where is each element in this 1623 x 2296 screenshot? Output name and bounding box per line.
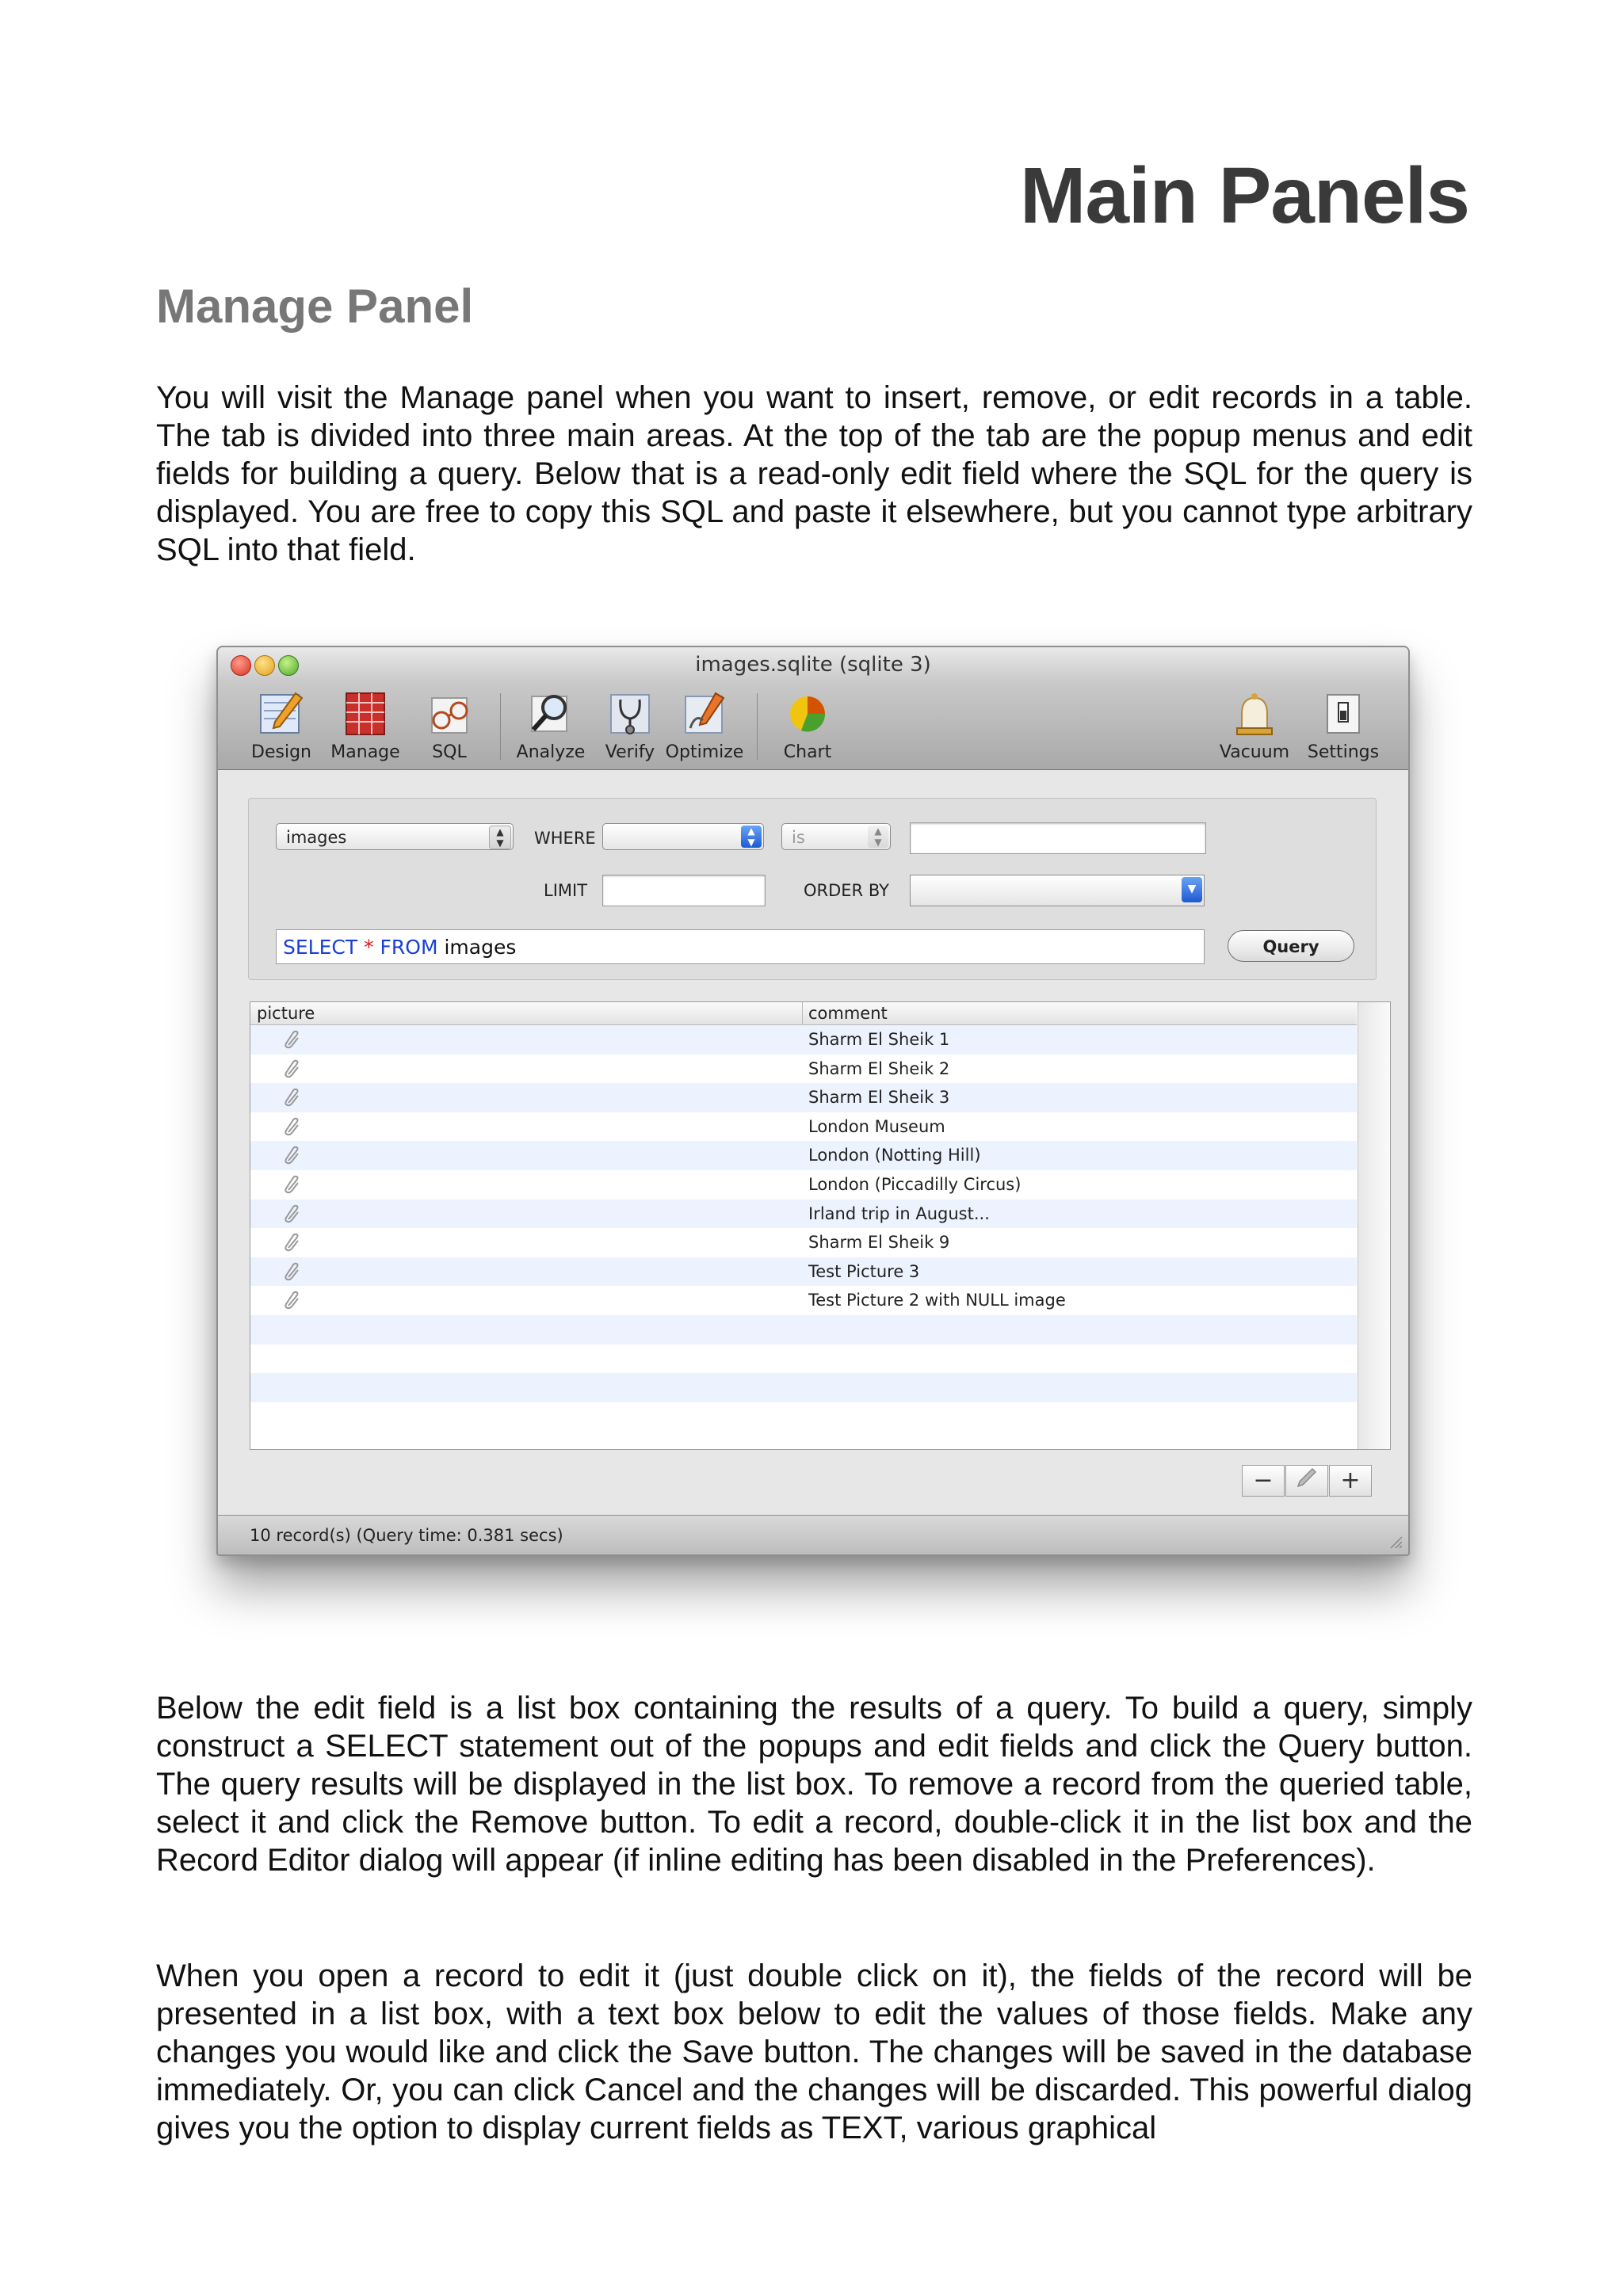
- intro-paragraph: You will visit the Manage panel when you want to insert, remove, or edit records in a table. The tab is divided into three main areas. At the top of the tab are the popup menus and edit fields for building a query. Below that is a read-only edit field where the SQL for the query is displayed. You are free to copy this SQL and paste it elsewhere, but you cannot type arbitrary SQL into that field.: [156, 380, 1472, 567]
- toolbar-chart-button[interactable]: [768, 687, 847, 762]
- toolbar-verify-button[interactable]: [590, 687, 670, 762]
- toolbar-separator: [500, 693, 501, 760]
- switch-icon: [1318, 690, 1369, 738]
- app-window: [216, 646, 1410, 1556]
- sql-keyword-from: FROM: [380, 936, 438, 959]
- paperclip-icon: [282, 1290, 303, 1310]
- record-editor-paragraph: When you open a record to edit it (just double click on it), the fields of the record will be presented in a list box, with a text box below to edit the values of those fields. Make any changes you would like and click the Save button. The changes will be saved in the database immediately. Or, you can click Cancel and the changes will be discarded. This powerful dialog gives you the option to display current fields as TEXT, various graphical: [156, 1958, 1472, 2145]
- table-row[interactable]: [250, 1025, 1357, 1055]
- empty-row: [250, 1315, 1357, 1344]
- sql-keyword-select: SELECT: [283, 936, 358, 959]
- paperclip-icon: [282, 1087, 303, 1108]
- settings-label: Settings: [1307, 742, 1380, 762]
- where-value-input[interactable]: [910, 822, 1206, 854]
- paperclip-icon: [282, 1058, 303, 1079]
- comment-cell: Sharm El Sheik 9: [808, 1233, 950, 1253]
- stethoscope-icon: [605, 690, 655, 738]
- status-bar: [218, 1515, 1408, 1554]
- resize-grip-icon[interactable]: [1388, 1534, 1403, 1550]
- magnifier-icon: [525, 690, 576, 738]
- query-button[interactable]: Query: [1228, 930, 1354, 962]
- minimize-window-button[interactable]: [254, 655, 275, 676]
- query-builder: [248, 798, 1377, 980]
- comment-cell: Sharm El Sheik 1: [808, 1030, 950, 1049]
- page-title: Main Panels: [1020, 151, 1469, 240]
- sql-display-field[interactable]: [276, 929, 1205, 964]
- toolbar: [218, 682, 1408, 770]
- table-select[interactable]: [276, 823, 514, 850]
- toolbar-manage-button[interactable]: [326, 687, 405, 762]
- section-title: Manage Panel: [156, 280, 474, 333]
- results-table: [250, 1001, 1391, 1450]
- where-label: WHERE: [534, 829, 596, 848]
- table-rows: [250, 1025, 1357, 1431]
- paperclip-icon: [282, 1174, 303, 1195]
- analyze-label: Analyze: [516, 742, 586, 762]
- title-bar: [218, 647, 1408, 682]
- design-icon: [256, 690, 307, 738]
- comment-cell: Test Picture 3: [808, 1261, 920, 1281]
- table-row[interactable]: [250, 1257, 1357, 1287]
- table-select-value: images: [286, 828, 347, 847]
- toolbar-settings-button[interactable]: [1304, 687, 1383, 762]
- order-by-label: ORDER BY: [804, 881, 889, 900]
- bell-jar-icon: [1229, 690, 1280, 738]
- toolbar-vacuum-button[interactable]: [1215, 687, 1294, 762]
- window-title: images.sqlite (sqlite 3): [695, 653, 931, 677]
- comment-cell: London (Notting Hill): [808, 1146, 981, 1165]
- operator-select[interactable]: [781, 823, 891, 850]
- empty-row: [250, 1402, 1357, 1432]
- where-field-select[interactable]: [602, 823, 764, 850]
- toolbar-optimize-button[interactable]: [665, 687, 744, 762]
- table-row[interactable]: [250, 1199, 1357, 1229]
- edit-record-button[interactable]: [1285, 1465, 1328, 1497]
- paperclip-icon: [282, 1145, 303, 1165]
- chevron-up-down-icon: ▲ ▼: [868, 826, 888, 848]
- limit-label: LIMIT: [544, 881, 588, 900]
- comment-cell: London Museum: [808, 1116, 945, 1136]
- toolbar-analyze-button[interactable]: [511, 687, 590, 762]
- vertical-scrollbar[interactable]: [1358, 1002, 1390, 1449]
- column-header-comment[interactable]: comment: [808, 1004, 888, 1023]
- empty-row: [250, 1344, 1357, 1374]
- chevron-up-down-icon: ▲ ▼: [489, 826, 511, 849]
- table-header: [250, 1002, 1357, 1025]
- toolbar-separator: [757, 693, 758, 760]
- zoom-window-button[interactable]: [278, 655, 299, 676]
- table-row[interactable]: [250, 1228, 1357, 1257]
- manage-icon: [340, 690, 391, 738]
- paperclip-icon: [282, 1029, 303, 1050]
- optimize-icon: [679, 690, 730, 738]
- comment-cell: Sharm El Sheik 3: [808, 1088, 950, 1108]
- glasses-icon: [424, 690, 475, 738]
- pencil-icon: [1295, 1466, 1319, 1489]
- chart-label: Chart: [783, 742, 832, 762]
- paperclip-icon: [282, 1232, 303, 1253]
- table-row[interactable]: [250, 1286, 1357, 1315]
- table-row[interactable]: [250, 1170, 1357, 1199]
- verify-label: Verify: [605, 742, 655, 762]
- toolbar-sql-button[interactable]: [410, 687, 489, 762]
- remove-record-button[interactable]: −: [1242, 1465, 1285, 1497]
- table-row[interactable]: [250, 1112, 1357, 1142]
- comment-cell: London (Piccadilly Circus): [808, 1174, 1022, 1194]
- paperclip-icon: [282, 1261, 303, 1282]
- add-record-button[interactable]: +: [1329, 1465, 1372, 1497]
- chevron-up-down-icon: ▲ ▼: [741, 826, 762, 848]
- sql-table-name: images: [444, 936, 517, 959]
- empty-row: [250, 1373, 1357, 1402]
- pie-chart-icon: [782, 690, 833, 738]
- comment-cell: Irland trip in August...: [808, 1203, 990, 1223]
- comment-cell: Test Picture 2 with NULL image: [808, 1291, 1066, 1310]
- manage-label: Manage: [330, 742, 400, 762]
- optimize-label: Optimize: [665, 742, 744, 762]
- order-by-select[interactable]: [910, 875, 1205, 906]
- status-text: 10 record(s) (Query time: 0.381 secs): [250, 1526, 563, 1545]
- limit-input[interactable]: [602, 875, 766, 906]
- results-paragraph: Below the edit field is a list box containing the results of a query. To build a query, simply construct a SELECT statement out of the popups and edit fields and click the Query button. The query results will be displayed in the list box. To remove a record from the queried table, select it and click the Remove button. To edit a record, double-click it in the list box and the Record Editor dialog will appear (if inline editing has been disabled in the Preferences).: [156, 1691, 1472, 1878]
- toolbar-design-button[interactable]: [242, 687, 321, 762]
- comment-cell: Sharm El Sheik 2: [808, 1058, 950, 1078]
- table-row[interactable]: [250, 1083, 1357, 1112]
- chevron-down-icon: ▼: [1182, 877, 1202, 902]
- design-label: Design: [251, 742, 311, 762]
- vacuum-label: Vacuum: [1219, 742, 1290, 762]
- close-window-button[interactable]: [231, 655, 251, 676]
- operator-value: is: [792, 828, 805, 847]
- sql-label: SQL: [432, 742, 467, 762]
- column-header-picture[interactable]: picture: [257, 1004, 315, 1023]
- paperclip-icon: [282, 1203, 303, 1224]
- paperclip-icon: [282, 1116, 303, 1137]
- table-row[interactable]: [250, 1141, 1357, 1170]
- table-row[interactable]: [250, 1055, 1357, 1084]
- sql-star: *: [364, 936, 374, 959]
